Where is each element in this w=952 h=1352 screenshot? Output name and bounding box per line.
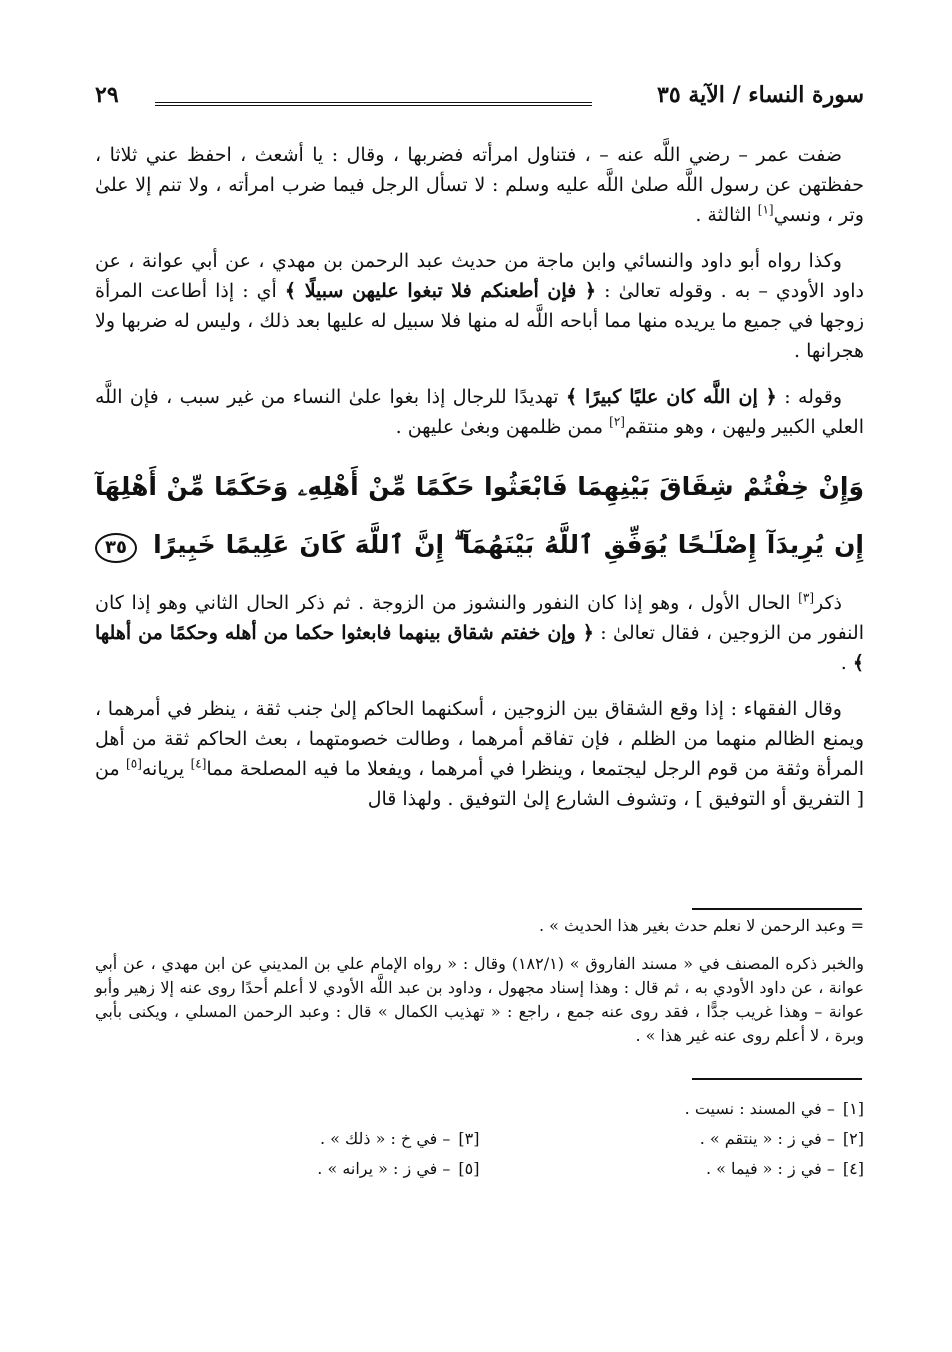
paragraph-4 (95, 588, 864, 678)
paragraph-text: ضفت عمر – رضي اللَّه عنه – ، فتناول امرأته فضربها ، وقال : يا أشعث ، احفظ عني ثلاثا ، حفظتهن عن رسول اللَّه صلىٰ اللَّه عليه وسلم : لا تسأل الرجل فيما ضرب امرأته ، ولا تنم إلا علىٰ وتر ، ونسي (95, 144, 864, 226)
quran-quote: ﴿ وإن خفتم شقاق بينهما فابعثوا حكما من أهله وحكمًا من أهلها ﴾ (95, 622, 864, 674)
footnote-item (480, 1154, 865, 1184)
header-rule (155, 102, 592, 106)
continuation-paragraph: والخبر ذكره المصنف في « مسند الفاروق » (١٨٢/١) وقال : « رواه الإمام علي بن المديني عن ابن مهدي ، عن أبي عوانة ، عن داود الأودي به ، ثم قال : وهذا إسناد مجهول ، وداود بن عبد اللَّه الأودي لا أعلم أحدًا روى عنه إلا زهير وأبو عوانة – وهذا غريب جدًّا ، فقد روى عنه جمع ، راجع : « تهذيب الكمال » قال : وعبد الرحمن المسلي ، ويكنى بأبي وبرة ، لا أعلم روى عنه غير هذا » . (95, 954, 865, 1045)
paragraph-text: . (840, 652, 853, 674)
paragraph-text: ذكر (814, 592, 842, 614)
page-header (95, 82, 864, 122)
footnote-empty (95, 1094, 480, 1124)
footnote-text: – في ز : « يرانه » . (317, 1159, 451, 1178)
paragraph-text: ممن ظلمهن وبغىٰ عليهن . (395, 416, 610, 438)
footnote-ref: [٥] (126, 756, 142, 771)
footnote-separator (692, 908, 862, 910)
paragraph-text: أي : إذا أطاعت المرأة زوجها في جميع ما يريده منها مما أباحه اللَّه له منها فلا سبيل له عليها بعد ذلك ، وليس له ضربها ولا هجرانها . (95, 280, 864, 362)
surah-title: سورة النساء / الآية ٣٥ (657, 82, 864, 108)
footnote-item (480, 1124, 865, 1154)
footnote-separator (692, 1078, 862, 1080)
footnote-row (95, 1154, 864, 1184)
quran-verse (95, 458, 864, 574)
paragraph-text: الثالثة . (695, 204, 758, 226)
paragraph-text: الحال الأول ، وهو إذا كان النفور والنشوز من الزوجة . ثم ذكر الحال الثاني وهو إذا كان النفور من الزوجين ، فقال تعالىٰ : (95, 592, 864, 644)
footnote-item (480, 1094, 865, 1124)
footnote-number: [١] (842, 1099, 864, 1118)
footnote-number: [٥] (458, 1159, 480, 1178)
footnote-text: – في المسند : نسيت . (684, 1099, 835, 1118)
footnote-ref: [١] (757, 202, 774, 217)
footnote-number: [٤] (842, 1159, 864, 1178)
main-text (95, 140, 864, 830)
footnote-text: – في ز : « فيما » . (705, 1159, 835, 1178)
paragraph-text: من [ التفريق أو التوفيق ] ، وتشوف الشارع إلىٰ التوفيق . ولهذا قال (95, 758, 864, 810)
footnote-text: – في ز : « ينتقم » . (699, 1129, 835, 1148)
footnote-ref: [٣] (798, 590, 814, 605)
paragraph-5 (95, 694, 864, 814)
paragraph-3 (95, 382, 864, 442)
verse-text: وَإِنْ خِفْتُمْ شِقَاقَ بَيْنِهِمَا فَابْعَثُوا حَكَمًا مِّنْ أَهْلِهِۦ وَحَكَمًا مِّنْ أَهْلِهَآ إِن يُرِيدَآ إِصْلَـٰحًا يُوَفِّقِ ٱللَّهُ بَيْنَهُمَآ ۗ إِنَّ ٱللَّهَ كَانَ عَلِيمًا خَبِيرًا (95, 472, 864, 559)
paragraph-1 (95, 140, 864, 230)
footnote-number: [٣] (458, 1129, 480, 1148)
footnote-ref: [٢] (609, 414, 625, 429)
footnote-item (95, 1124, 480, 1154)
ayah-number-marker: ٣٥ (95, 533, 137, 563)
footnote-ref: [٤] (190, 756, 207, 771)
paragraph-2 (95, 246, 864, 366)
page-number: ٢٩ (95, 82, 119, 108)
footnote-number: [٢] (842, 1129, 864, 1148)
quran-quote: ﴿ فإن أطعنكم فلا تبغوا عليهن سبيلًا ﴾ (284, 280, 597, 302)
footnote-item (95, 1154, 480, 1184)
footnote-row (95, 1124, 864, 1154)
footnotes (95, 1094, 864, 1184)
continuation-line: = وعبد الرحمن لا نعلم حدث بغير هذا الحديث » . (538, 916, 864, 935)
paragraph-text: وقال الفقهاء : إذا وقع الشقاق بين الزوجين ، أسكنهما الحاكم إلىٰ جنب ثقة ، ينظر في أمرهما ، ويمنع الظالم منهما من الظلم ، فإن تفاقم أمرهما ، وطالت خصومتهما ، بعث الحاكم ثقة من أهل المرأة وثقة من قوم الرجل ليجتمعا ، وينظرا في أمرهما ، ويفعلا ما فيه المصلحة مما (95, 698, 864, 780)
paragraph-text: وقوله : (776, 386, 843, 408)
quran-quote: ﴿ إن اللَّه كان عليًا كبيرًا ﴾ (565, 386, 777, 408)
paragraph-text: يريانه (141, 758, 191, 780)
paragraph-text: تهديدًا للرجال إذا بغوا علىٰ النساء من غير سبب ، فإن اللَّه العلي الكبير وليهن ، وهو منتقم (95, 386, 864, 438)
footnote-text: – في خ : « ذلك » . (319, 1129, 451, 1148)
footnote-row (95, 1094, 864, 1124)
footnote-continuation (95, 914, 864, 1052)
paragraph-text: وكذا رواه أبو داود والنسائي وابن ماجة من حديث عبد الرحمن بن مهدي ، عن أبي عوانة ، عن داود الأودي – به . وقوله تعالىٰ : (95, 250, 864, 302)
